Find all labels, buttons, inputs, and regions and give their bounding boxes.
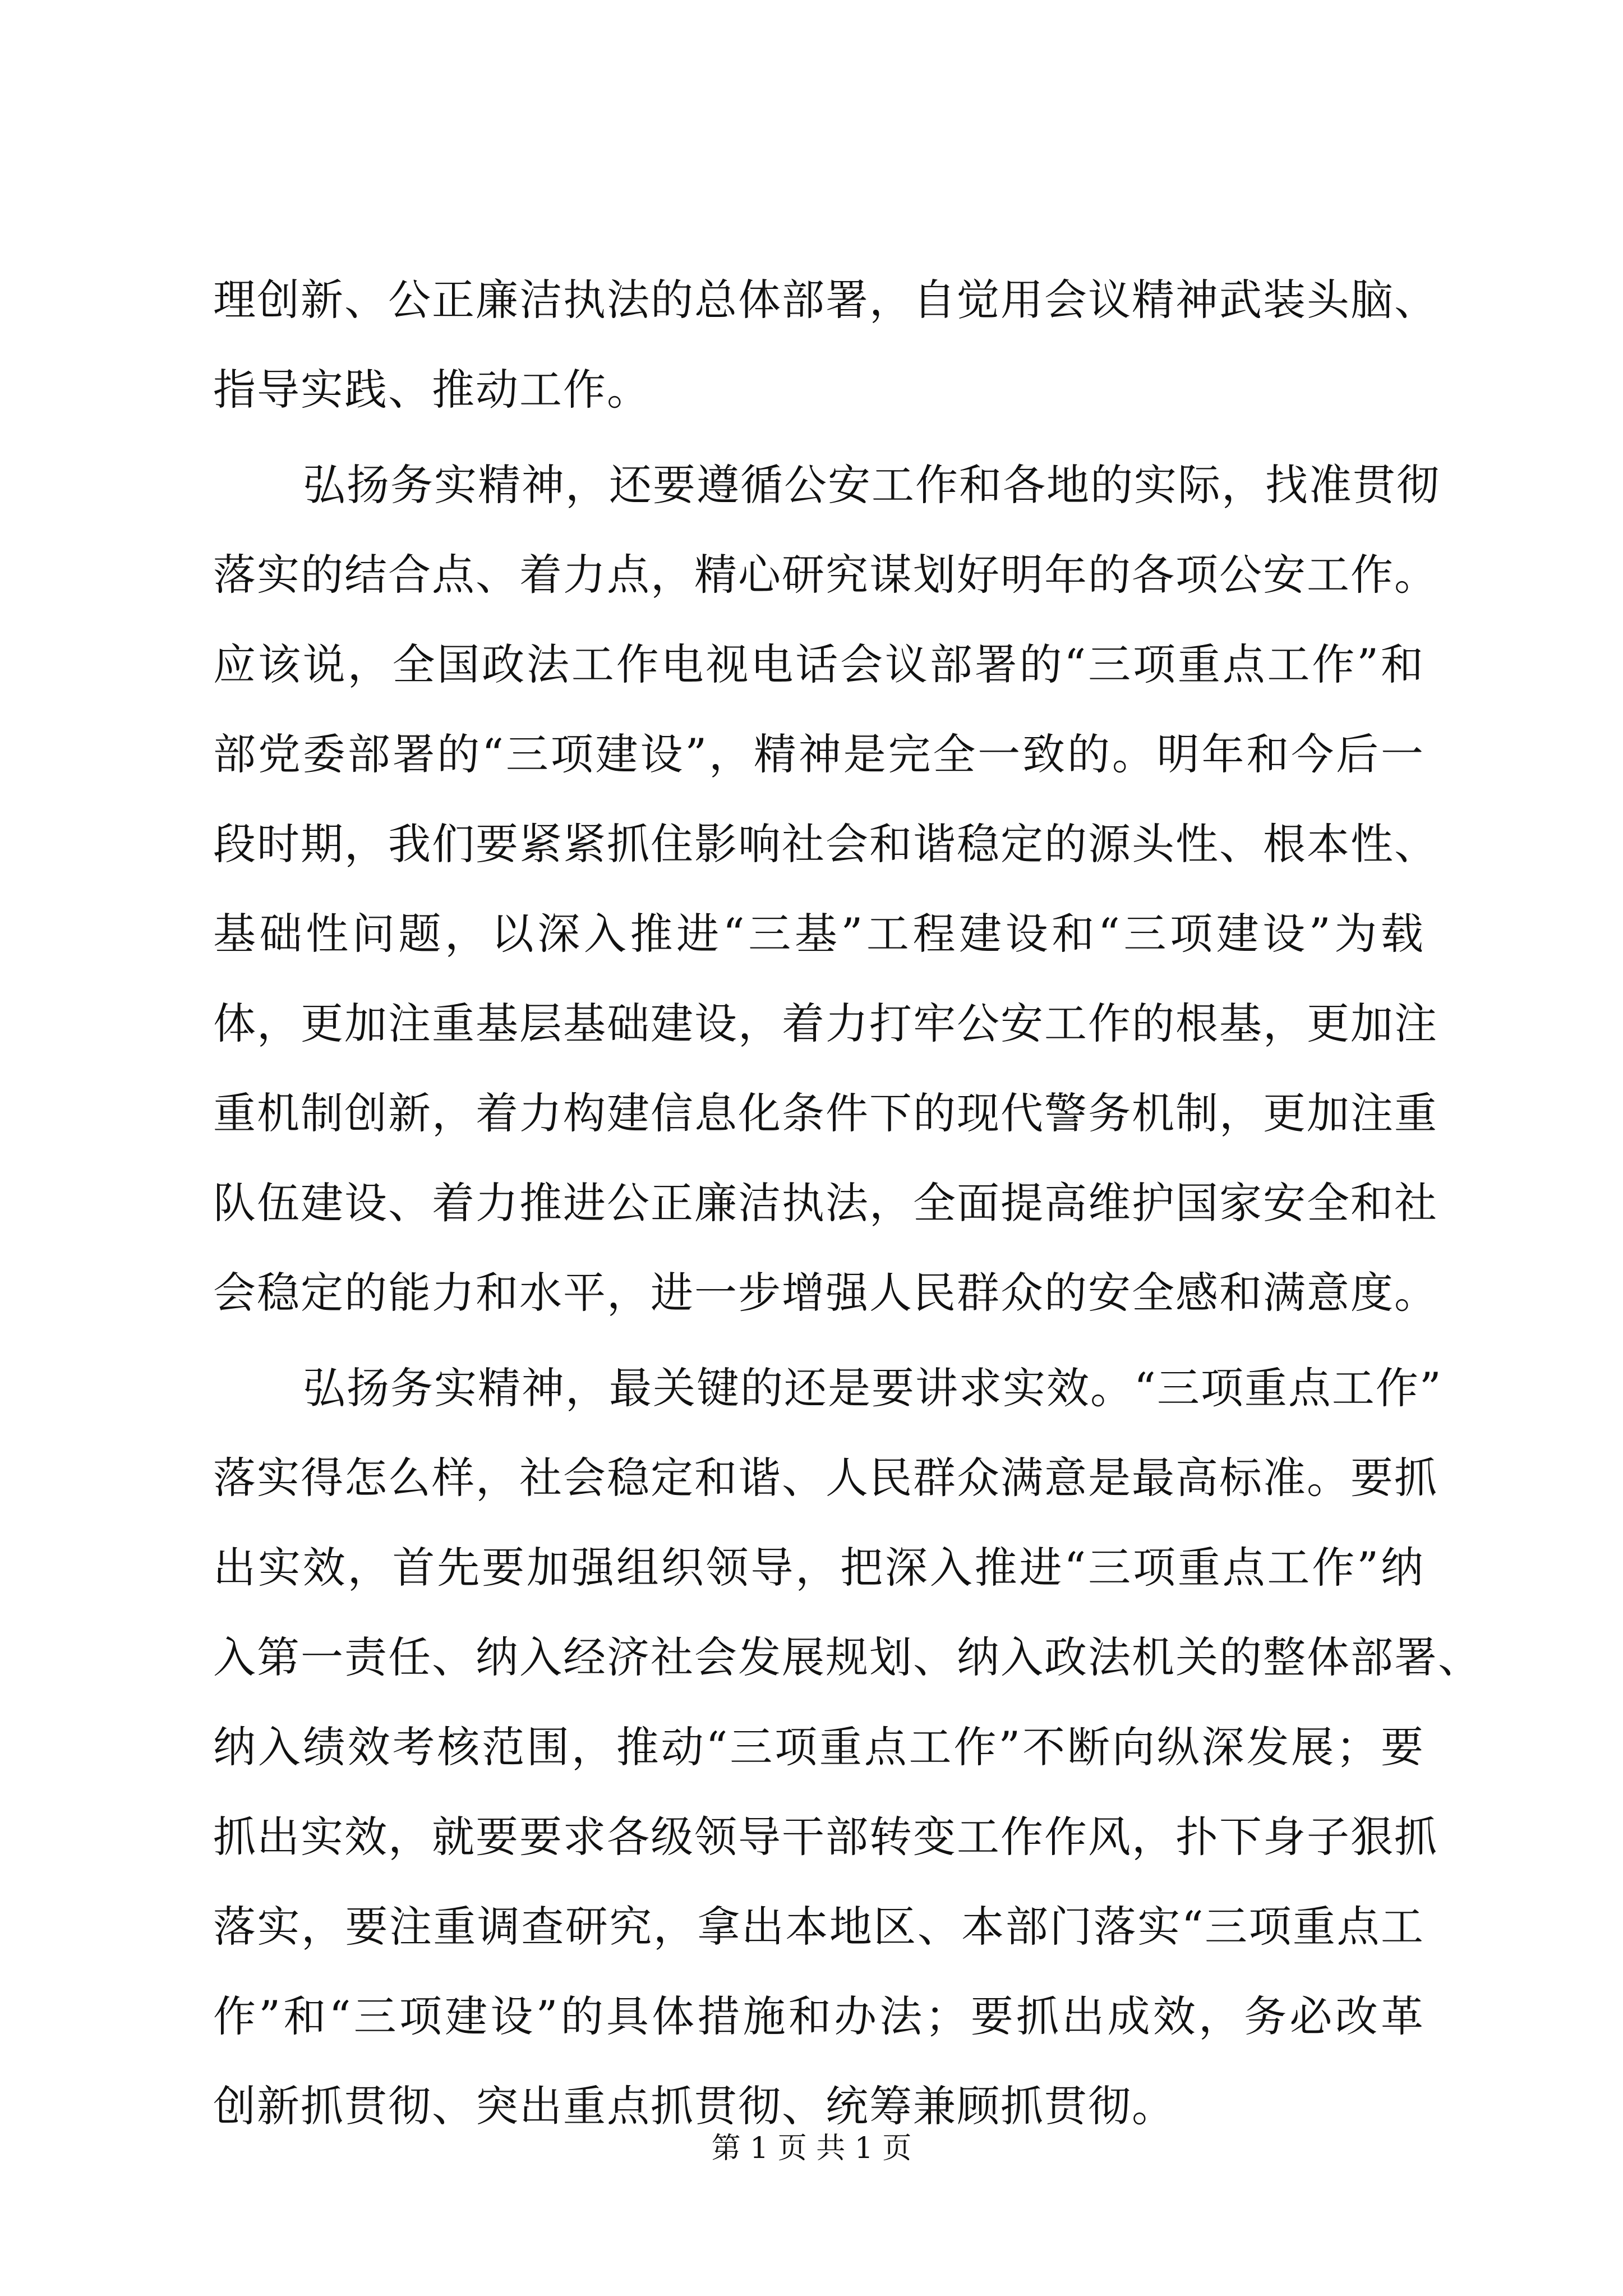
text-line: 创新抓贯彻、突出重点抓贯彻、统筹兼顾抓贯彻。 — [213, 2081, 1175, 2131]
text-line: 重机制创新，着力构建信息化条件下的现代警务机制，更加注重 — [213, 1088, 1438, 1138]
text-line: 会稳定的能力和水平，进一步增强人民群众的安全感和满意度。 — [213, 1268, 1438, 1318]
text-line: 作”和“三项建设”的具体措施和办法；要抓出成效，务必改革 — [213, 1991, 1424, 2041]
text-line: 落实的结合点、着力点，精心研究谋划好明年的各项公安工作。 — [213, 550, 1438, 600]
page-number-footer: 第 1 页 共 1 页 — [711, 2132, 912, 2165]
text-line: 部党委部署的“三项建设”，精神是完全一致的。明年和今后一 — [213, 729, 1424, 779]
paragraph-first-line: 弘扬务实精神，最关键的还是要讲求实效。“三项重点工作” — [303, 1363, 1442, 1413]
text-line: 落实得怎么样，社会稳定和谐、人民群众满意是最高标准。要抓 — [213, 1453, 1438, 1503]
text-line: 基础性问题，以深入推进“三基”工程建设和“三项建设”为载 — [213, 909, 1424, 959]
text-line: 落实，要注重调查研究，拿出本地区、本部门落实“三项重点工 — [213, 1902, 1424, 1952]
text-line: 段时期，我们要紧紧抓住影响社会和谐稳定的源头性、根本性、 — [213, 819, 1438, 869]
text-line: 指导实践、推动工作。 — [213, 365, 651, 415]
paragraph-first-line: 弘扬务实精神，还要遵循公安工作和各地的实际，找准贯彻 — [303, 460, 1440, 510]
text-line: 入第一责任、纳入经济社会发展规划、纳入政法机关的整体部署、 — [213, 1632, 1482, 1682]
text-line: 纳入绩效考核范围，推动“三项重点工作”不断向纵深发展；要 — [213, 1722, 1424, 1772]
text-line: 体，更加注重基层基础建设，着力打牢公安工作的根基，更加注 — [213, 999, 1438, 1048]
text-line: 抓出实效，就要要求各级领导干部转变工作作风，扑下身子狠抓 — [213, 1812, 1438, 1862]
text-line: 队伍建设、着力推进公正廉洁执法，全面提高维护国家安全和社 — [213, 1178, 1438, 1228]
text-line: 应该说，全国政法工作电视电话会议部署的“三项重点工作”和 — [213, 639, 1424, 689]
text-line: 出实效，首先要加强组织领导，把深入推进“三项重点工作”纳 — [213, 1543, 1424, 1593]
text-line: 理创新、公正廉洁执法的总体部署，自觉用会议精神武装头脑、 — [213, 275, 1438, 325]
